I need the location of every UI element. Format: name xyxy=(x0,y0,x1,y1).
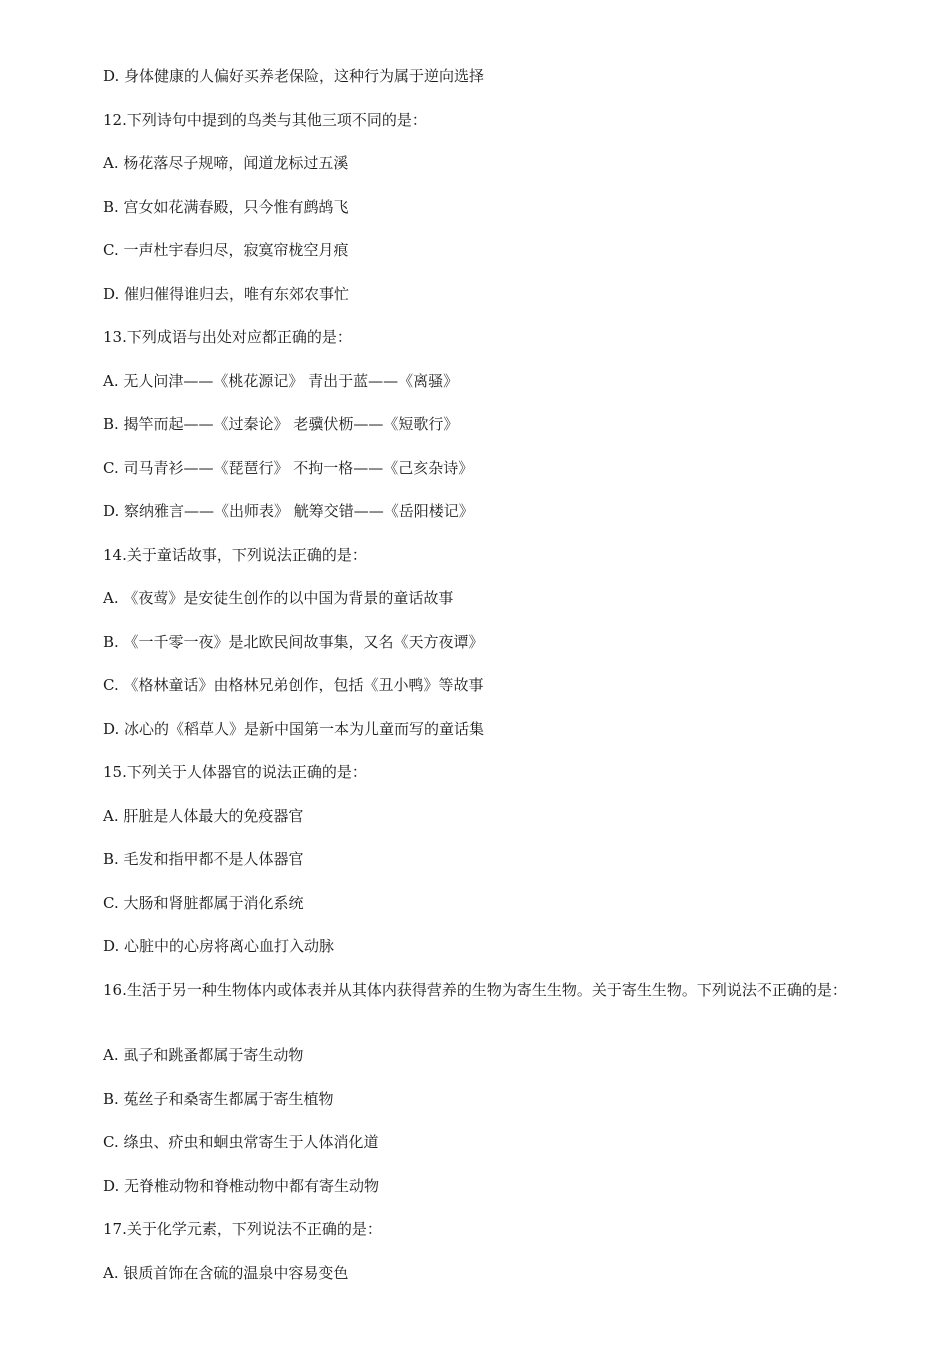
option-12-c: C. 一声杜宇春归尽，寂寞帘栊空月痕 xyxy=(103,241,349,259)
option-14-c: C. 《格林童话》由格林兄弟创作，包括《丑小鸭》等故事 xyxy=(103,676,484,694)
question-13: 13.下列成语与出处对应都正确的是： xyxy=(103,328,352,346)
option-15-c: C. 大肠和肾脏都属于消化系统 xyxy=(103,894,304,912)
question-12: 12.下列诗句中提到的鸟类与其他三项不同的是： xyxy=(103,111,427,129)
question-14: 14.关于童话故事，下列说法正确的是： xyxy=(103,546,367,564)
option-15-d: D. 心脏中的心房将离心血打入动脉 xyxy=(103,937,335,955)
option-14-d: D. 冰心的《稻草人》是新中国第一本为儿童而写的童话集 xyxy=(103,720,485,738)
option-12-d: D. 催归催得谁归去，唯有东郊农事忙 xyxy=(103,285,350,303)
option-11-d: D. 身体健康的人偏好买养老保险，这种行为属于逆向选择 xyxy=(103,67,485,85)
question-16: 16.生活于另一种生物体内或体表并从其体内获得营养的生物为寄生生物。关于寄生生物。下列说法不正确的是： xyxy=(103,981,847,999)
option-13-d: D. 察纳雅言——《出师表》 觥筹交错——《岳阳楼记》 xyxy=(103,502,474,520)
option-13-a: A. 无人问津——《桃花源记》 青出于蓝——《离骚》 xyxy=(103,372,459,390)
option-13-c: C. 司马青衫——《琵琶行》 不拘一格——《己亥杂诗》 xyxy=(103,459,474,477)
option-16-d: D. 无脊椎动物和脊椎动物中都有寄生动物 xyxy=(103,1177,380,1195)
option-17-a: A. 银质首饰在含硫的温泉中容易变色 xyxy=(103,1264,349,1282)
option-12-a: A. 杨花落尽子规啼，闻道龙标过五溪 xyxy=(103,154,349,172)
option-15-a: A. 肝脏是人体最大的免疫器官 xyxy=(103,807,304,825)
option-15-b: B. 毛发和指甲都不是人体器官 xyxy=(103,850,304,868)
option-14-a: A. 《夜莺》是安徒生创作的以中国为背景的童话故事 xyxy=(103,589,454,607)
question-15: 15.下列关于人体器官的说法正确的是： xyxy=(103,763,367,781)
option-12-b: B. 宫女如花满春殿，只今惟有鹧鸪飞 xyxy=(103,198,349,216)
option-16-a: A. 虱子和跳蚤都属于寄生动物 xyxy=(103,1046,304,1064)
question-17: 17.关于化学元素，下列说法不正确的是： xyxy=(103,1220,382,1238)
option-16-b: B. 菟丝子和桑寄生都属于寄生植物 xyxy=(103,1090,334,1108)
option-14-b: B. 《一千零一夜》是北欧民间故事集，又名《天方夜谭》 xyxy=(103,633,484,651)
option-16-c: C. 绦虫、疥虫和蛔虫常寄生于人体消化道 xyxy=(103,1133,379,1151)
option-13-b: B. 揭竿而起——《过秦论》 老骥伏枥——《短歌行》 xyxy=(103,415,459,433)
